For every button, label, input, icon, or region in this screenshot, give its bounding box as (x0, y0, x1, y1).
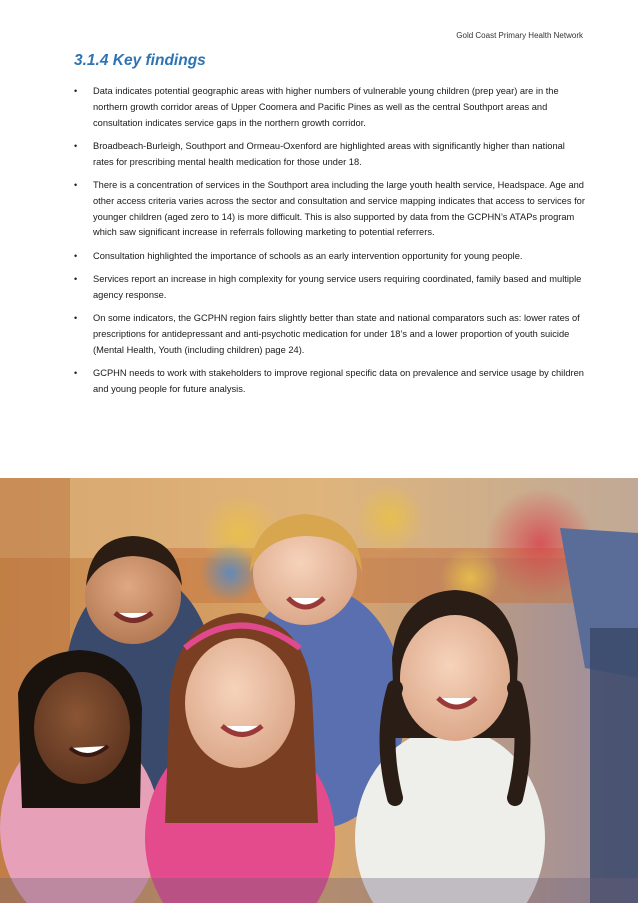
finding-item (74, 249, 586, 265)
bullet-icon: • (74, 140, 78, 151)
finding-text: Broadbeach-Burleigh, Southport and Ormeau-Oxenford are highlighted areas with significantly higher than national rates for prescribing mental health medication for those under 18. (93, 140, 565, 167)
finding-item (74, 311, 586, 358)
finding-item (74, 366, 586, 398)
bullet-icon: • (74, 86, 78, 96)
finding-text: Consultation highlighted the importance of schools as an early intervention opportunity for young people. (93, 250, 523, 261)
finding-item (74, 84, 586, 131)
children-classroom-photo (0, 478, 638, 903)
bullet-icon: • (74, 313, 78, 324)
finding-text: Services report an increase in high complexity for young service users requiring coordinated, family based and multiple agency response. (93, 273, 582, 300)
bullet-icon: • (74, 273, 78, 284)
bullet-icon: • (74, 179, 78, 190)
header-org-name: Gold Coast Primary Health Network (456, 31, 583, 40)
finding-text: There is a concentration of services in the Southport area including the large youth health service, Headspace. Age and other access criteria varies across the sector and consultation and service mapping indicates that access to services for younger children (aged zero to 14) is more difficult. This is also supported by data from the GCPHN’s ATAPs program which saw significant increase in referrals following marketing to potential referrers. (93, 179, 585, 238)
finding-text: On some indicators, the GCPHN region fairs slightly better than state and national comparators such as: lower rates of prescriptions for antidepressant and anti-psychotic medication for under 18’s and a lower proportion of youth suicide (Mental Health, Youth (including children) page 24). (93, 313, 580, 355)
finding-text: Data indicates potential geographic areas with higher numbers of vulnerable young children (prep year) are in the northern growth corridor areas of Upper Coomera and Pacific Pines as well as the central Southport areas and consultation indicates service gaps in the northern growth corridor. (93, 86, 559, 128)
finding-item (74, 139, 586, 171)
section-heading: 3.1.4 Key findings (74, 52, 206, 69)
finding-text: GCPHN needs to work with stakeholders to improve regional specific data on prevalence and service usage by children and young people for future analysis. (93, 367, 584, 394)
finding-item (74, 178, 586, 241)
bullet-icon: • (74, 367, 78, 378)
bullet-icon: • (74, 250, 78, 261)
finding-item (74, 272, 586, 304)
key-findings-list (74, 84, 586, 405)
